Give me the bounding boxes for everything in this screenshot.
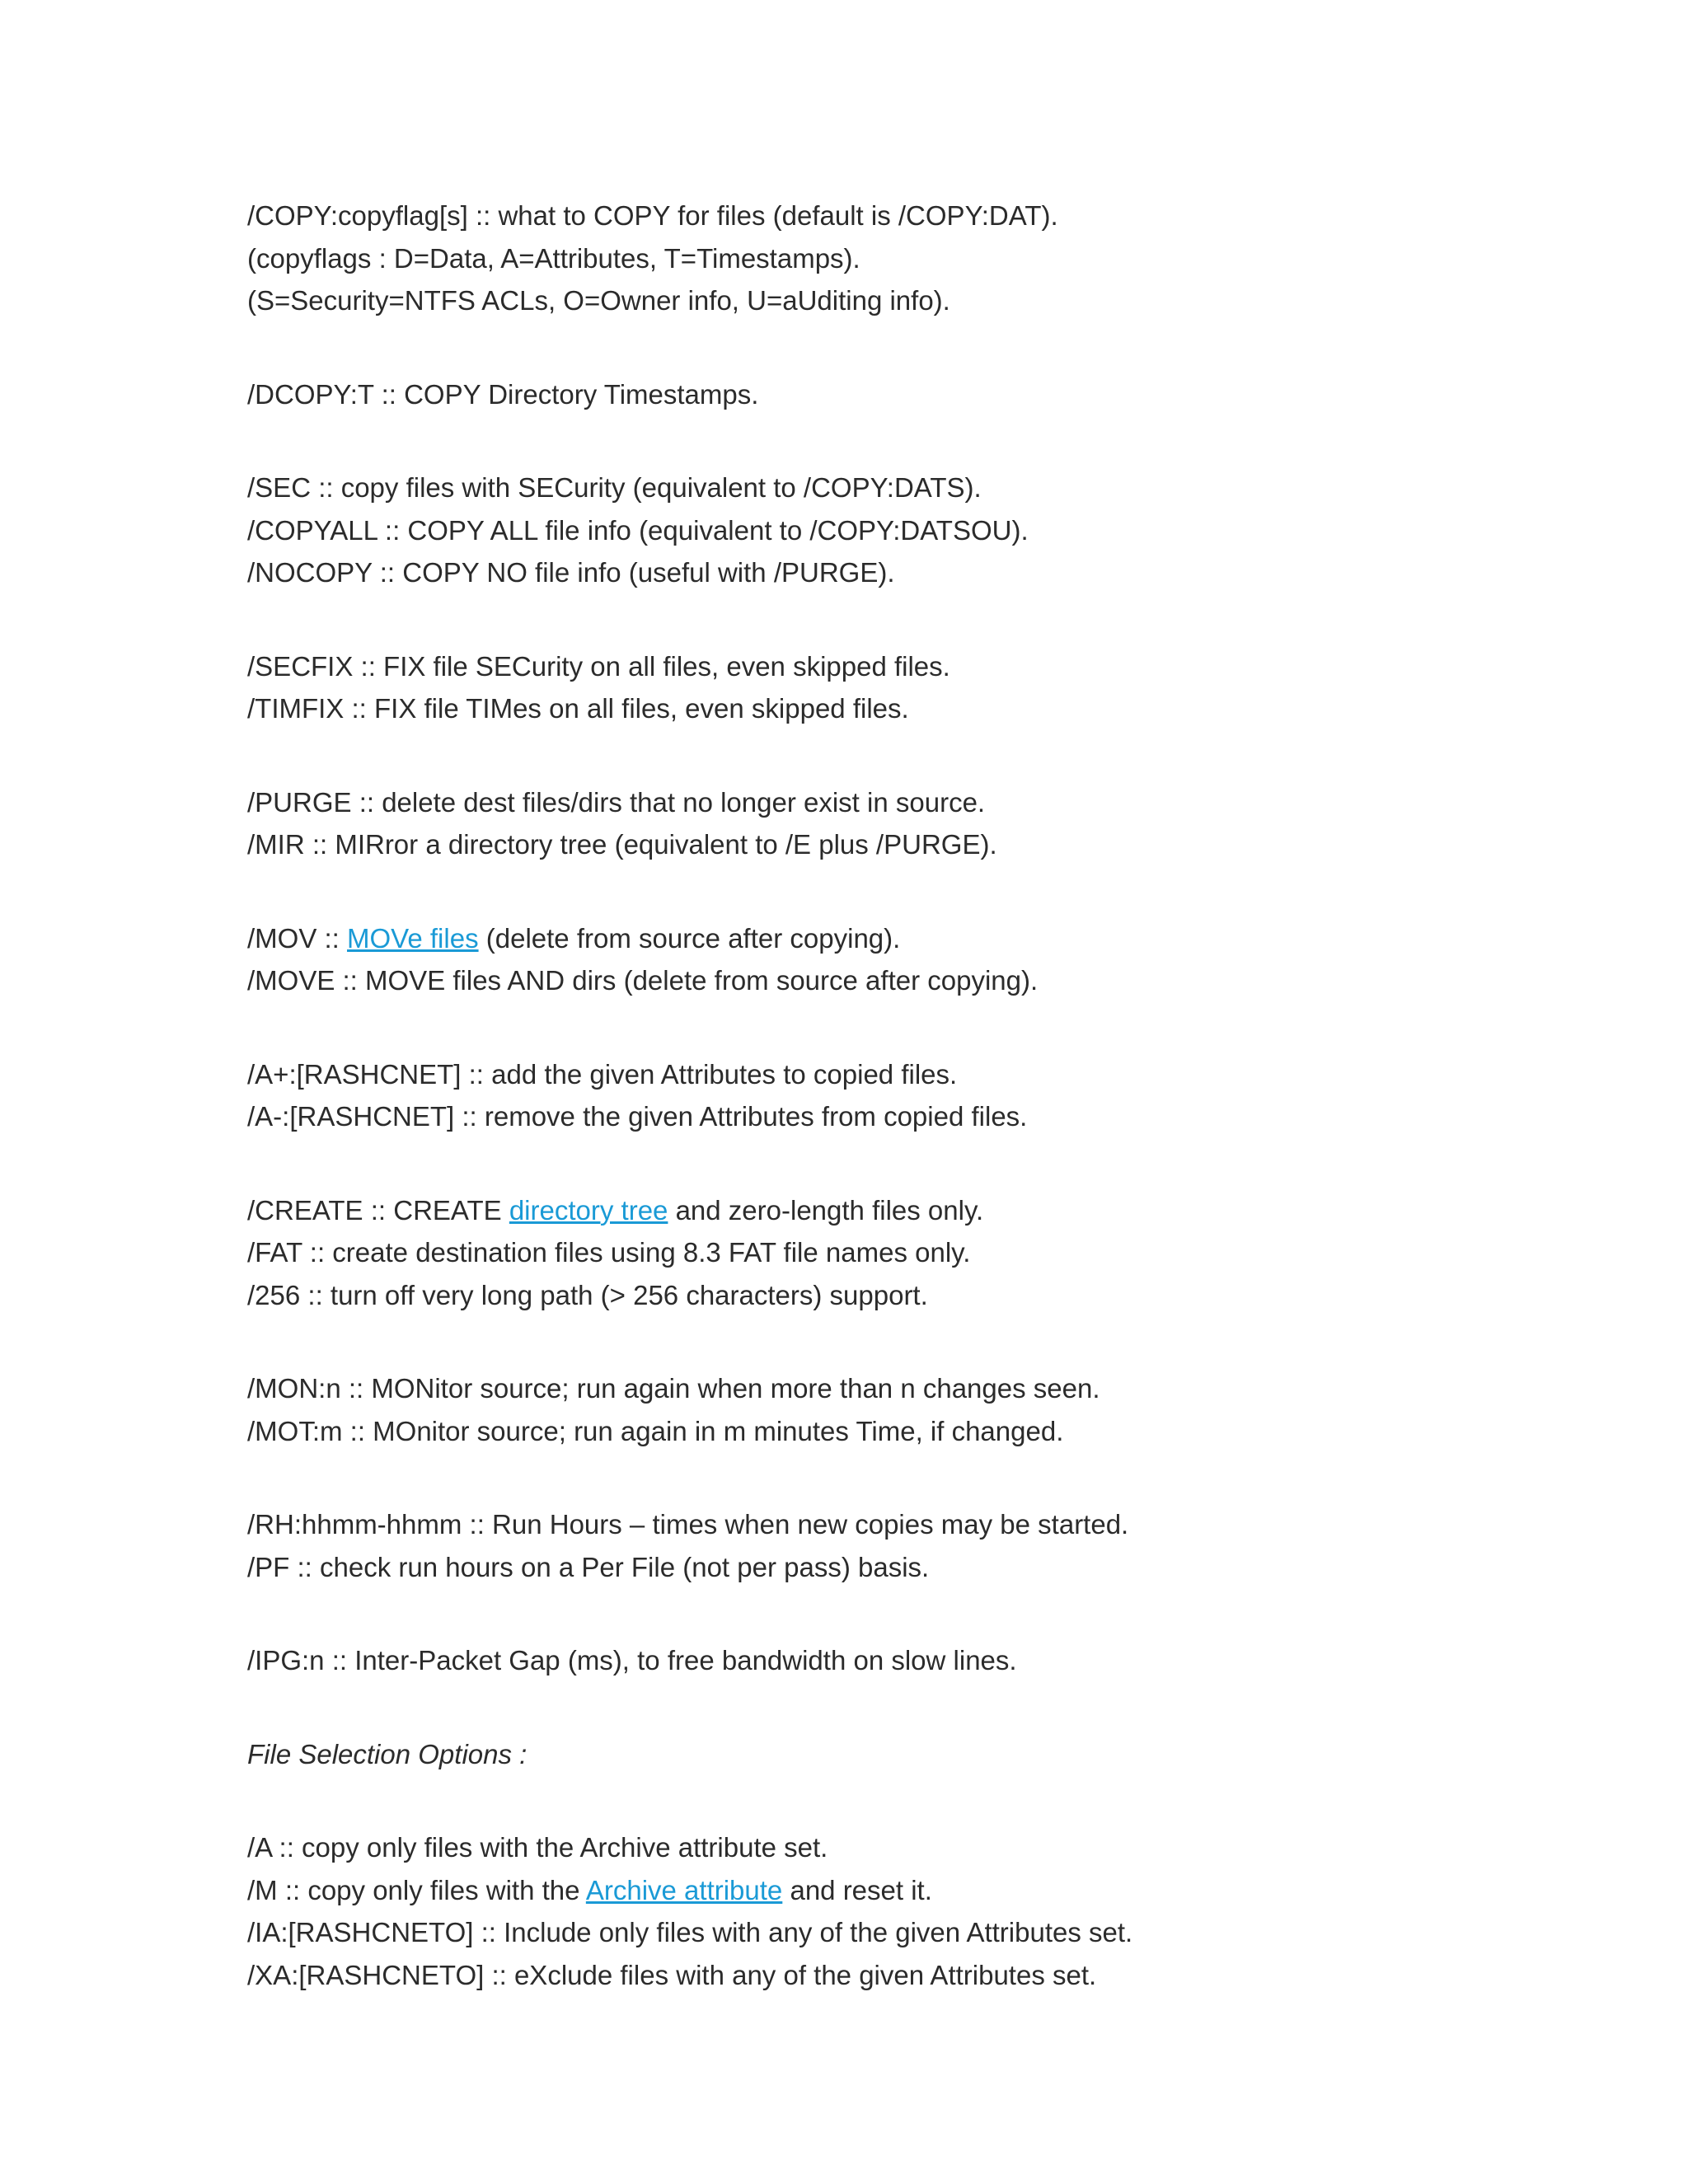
section-heading [247, 1733, 1607, 1776]
option-paragraph [247, 1639, 1607, 1682]
option-paragraph [247, 1503, 1607, 1588]
text-line [247, 1095, 1607, 1138]
option-paragraph [247, 917, 1607, 1002]
text-segment: /A-:[RASHCNET] :: remove the given Attributes from copied files. [247, 1101, 1028, 1132]
option-paragraph [247, 194, 1607, 322]
option-paragraph [247, 1826, 1607, 1996]
text-line [247, 1954, 1607, 1997]
text-line [247, 781, 1607, 824]
text-line [247, 1410, 1607, 1453]
inline-link[interactable]: Archive attribute [585, 1874, 783, 1905]
text-line [247, 509, 1607, 552]
option-paragraph [247, 373, 1607, 416]
option-paragraph [247, 1053, 1607, 1138]
text-segment: /MOVE :: MOVE files AND dirs (delete from source after copying). [247, 965, 1039, 996]
text-segment: and zero-length files only. [668, 1194, 984, 1226]
text-segment: /CREATE :: CREATE [247, 1194, 509, 1226]
text-segment: /XA:[RASHCNETO] :: eXclude files with any of the given Attributes set. [247, 1959, 1097, 1990]
option-paragraph [247, 1189, 1607, 1317]
text-line [247, 551, 1607, 594]
text-line [247, 687, 1607, 730]
option-paragraph [247, 466, 1607, 594]
option-paragraph [247, 781, 1607, 866]
inline-link[interactable]: MOVe files [347, 922, 479, 954]
option-paragraph [247, 1367, 1607, 1452]
text-line [247, 237, 1607, 280]
option-paragraph [247, 645, 1607, 730]
text-segment: and reset it. [782, 1874, 932, 1905]
text-segment: /FAT :: create destination files using 8.3 FAT file names only. [247, 1237, 971, 1268]
text-line [247, 1546, 1607, 1589]
text-segment: /COPY:copyflag[s] :: what to COPY for files (default is /COPY:DAT). [247, 200, 1058, 231]
text-segment: /DCOPY:T :: COPY Directory Timestamps. [247, 378, 759, 410]
text-segment: /NOCOPY :: COPY NO file info (useful with /PURGE). [247, 557, 895, 588]
text-segment: /SECFIX :: FIX file SECurity on all files, even skipped files. [247, 650, 950, 682]
text-segment: /IPG:n :: Inter-Packet Gap (ms), to free bandwidth on slow lines. [247, 1645, 1017, 1675]
text-segment: (copyflags : D=Data, A=Attributes, T=Timestamps). [247, 242, 860, 274]
text-line [247, 1826, 1607, 1869]
text-line [247, 466, 1607, 509]
text-segment: /TIMFIX :: FIX file TIMes on all files, even skipped files. [247, 693, 909, 724]
text-segment: /PURGE :: delete dest files/dirs that no longer exist in source. [247, 786, 986, 818]
text-segment: /RH:hhmm-hhmm :: Run Hours – times when new copies may be started. [247, 1509, 1129, 1540]
text-line [247, 1639, 1607, 1682]
text-segment: /256 :: turn off very long path (> 256 characters) support. [247, 1279, 928, 1310]
text-line [247, 645, 1607, 688]
text-line [247, 1053, 1607, 1096]
inline-link[interactable]: directory tree [509, 1194, 668, 1226]
text-line [247, 959, 1607, 1002]
text-segment: (S=Security=NTFS ACLs, O=Owner info, U=aUditing info). [247, 285, 950, 316]
text-line [247, 1367, 1607, 1410]
text-segment: /M :: copy only files with the [247, 1874, 586, 1905]
text-line [247, 1911, 1607, 1954]
text-line [247, 1231, 1607, 1274]
text-line [247, 279, 1607, 322]
text-line [247, 917, 1607, 960]
text-line [247, 823, 1607, 866]
text-line [247, 1503, 1607, 1546]
text-segment: /A+:[RASHCNET] :: add the given Attributes to copied files. [247, 1058, 958, 1090]
text-line [247, 373, 1607, 416]
text-segment: /IA:[RASHCNETO] :: Include only files with any of the given Attributes set. [247, 1917, 1133, 1947]
text-segment: /MIR :: MIRror a directory tree (equivalent to /E plus /PURGE). [247, 829, 997, 860]
text-line [247, 1189, 1607, 1232]
text-segment: /MOT:m :: MOnitor source; run again in m minutes Time, if changed. [247, 1415, 1064, 1446]
text-line [247, 1733, 1607, 1776]
text-segment: /COPYALL :: COPY ALL file info (equivalent to /COPY:DATSOU). [247, 514, 1029, 546]
text-segment: (delete from source after copying). [478, 922, 901, 954]
text-segment: /MON:n :: MONitor source; run again when more than n changes seen. [247, 1373, 1100, 1404]
document-body [247, 194, 1607, 2047]
text-segment: /MOV :: [247, 922, 348, 954]
text-line [247, 1869, 1607, 1912]
text-segment: /SEC :: copy files with SECurity (equivalent to /COPY:DATS). [247, 472, 982, 503]
text-line [247, 1274, 1607, 1317]
text-segment: /A :: copy only files with the Archive attribute set. [247, 1832, 828, 1863]
text-line [247, 194, 1607, 237]
text-segment: File Selection Options : [247, 1738, 528, 1769]
text-segment: /PF :: check run hours on a Per File (not per pass) basis. [247, 1551, 930, 1582]
